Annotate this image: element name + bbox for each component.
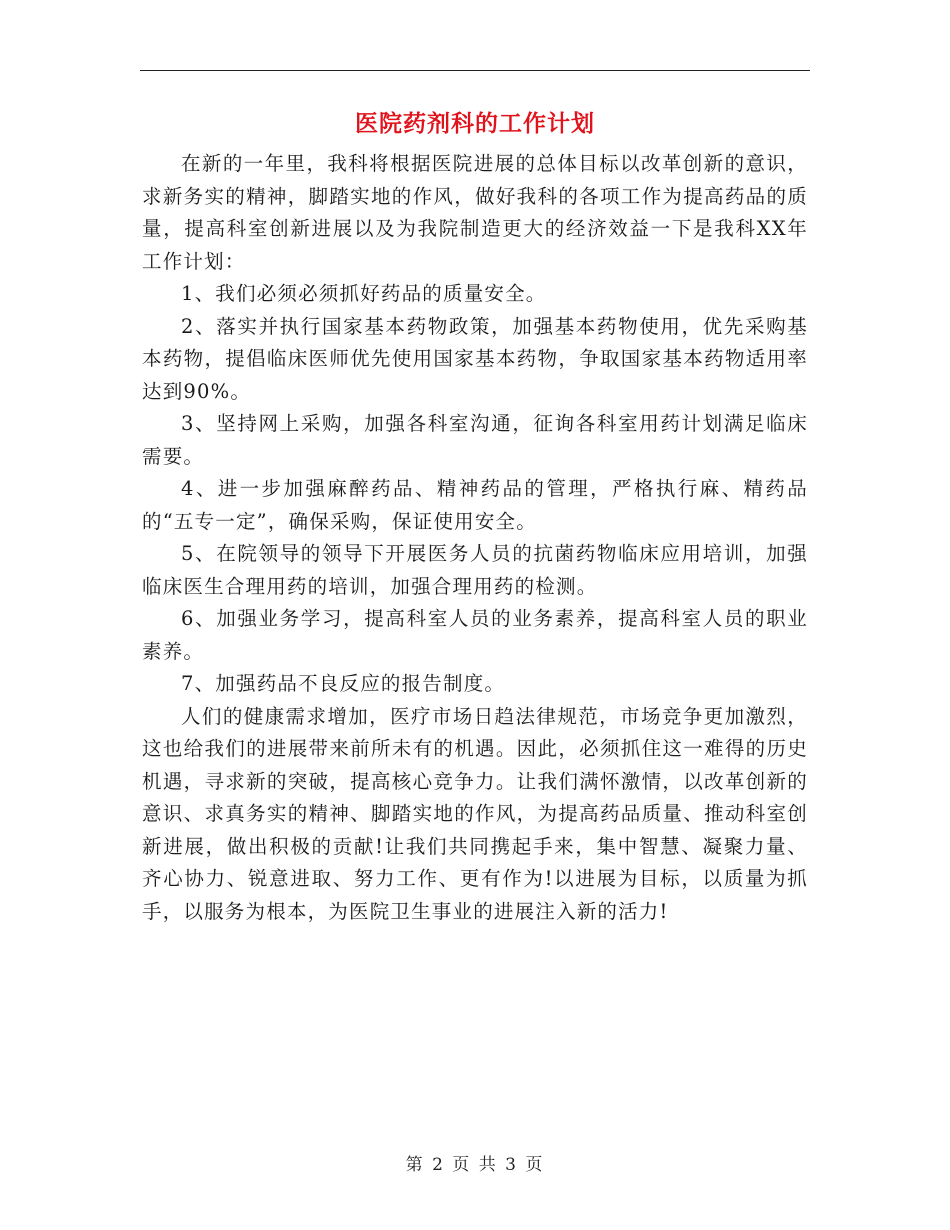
plan-item-4: 4、进一步加强麻醉药品、精神药品的管理，严格执行麻、精药品的“五专一定”，确保采购，保证使用安全。 [142, 477, 808, 533]
plan-item-2: 2、落实并执行国家基本药物政策，加强基本药物使用，优先采购基本药物，提倡临床医师优先使用国家基本药物，争取国家基本药物适用率达到90%。 [142, 314, 808, 403]
closing-paragraph: 人们的健康需求增加，医疗市场日趋法律规范，市场竞争更加激烈，这也给我们的进展带来前所未有的机遇。因此，必须抓住这一难得的历史机遇，寻求新的突破，提高核心竞争力。让我们满怀激情，以改革创新的意识、求真务实的精神、脚踏实地的作风，为提高药品质量、推动科室创新进展，做出积极的贡献!让我们共同携起手来，集中智慧、凝聚力量、齐心协力、锐意进取、努力工作、更有作为!以进展为目标，以质量为抓手，以服务为根本，为医院卫生事业的进展注入新的活力! [142, 704, 808, 923]
plan-item-6: 6、加强业务学习，提高科室人员的业务素养，提高科室人员的职业素养。 [142, 607, 808, 663]
plan-item-1: 1、我们必须必须抓好药品的质量安全。 [181, 282, 547, 305]
intro-paragraph: 在新的一年里，我科将根据医院进展的总体目标以改革创新的意识，求新务实的精神，脚踏实地的作风，做好我科的各项工作为提高药品的质量，提高科室创新进展以及为我院制造更大的经济效益一下是我科XX年工作计划： [142, 152, 808, 273]
header-rule [140, 70, 810, 71]
document-title: 医院药剂科的工作计划 [355, 110, 595, 137]
plan-item-5: 5、在院领导的领导下开展医务人员的抗菌药物临床应用培训，加强临床医生合理用药的培训，加强合理用药的检测。 [142, 542, 808, 598]
page-number: 第 2 页 共 3 页 [405, 1155, 545, 1175]
document-body [142, 148, 808, 928]
plan-item-7: 7、加强药品不良反应的报告制度。 [181, 672, 506, 695]
plan-item-3: 3、坚持网上采购，加强各科室沟通，征询各科室用药计划满足临床需要。 [142, 412, 808, 468]
